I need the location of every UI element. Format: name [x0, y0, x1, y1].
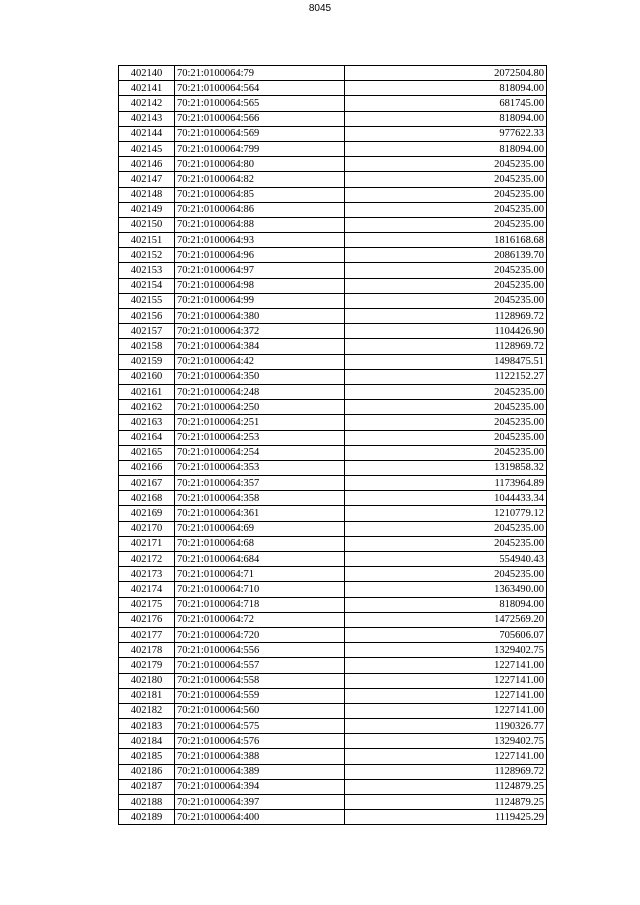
- table-row: [119, 445, 547, 460]
- row-number-cell: 402188: [119, 795, 175, 810]
- row-number-cell: 402171: [119, 536, 175, 551]
- cadastral-value-cell: 2045235.00: [345, 536, 547, 551]
- row-number-cell: 402141: [119, 81, 175, 96]
- cadastral-value-cell: 1329402.75: [345, 734, 547, 749]
- cadastral-value-cell: 705606.07: [345, 627, 547, 642]
- table-row: [119, 597, 547, 612]
- cadastral-number-cell: 70:21:0100064:566: [175, 111, 345, 126]
- cadastral-value-cell: 2045235.00: [345, 293, 547, 308]
- row-number-cell: 402161: [119, 384, 175, 399]
- cadastral-value-cell: 1173964.89: [345, 476, 547, 491]
- cadastral-value-cell: 1124879.25: [345, 779, 547, 794]
- row-number-cell: 402180: [119, 673, 175, 688]
- row-number-cell: 402155: [119, 293, 175, 308]
- cadastral-value-cell: 2045235.00: [345, 521, 547, 536]
- cadastral-number-cell: 70:21:0100064:251: [175, 415, 345, 430]
- cadastral-number-cell: 70:21:0100064:684: [175, 552, 345, 567]
- cadastral-value-cell: 2045235.00: [345, 278, 547, 293]
- table-row: [119, 263, 547, 278]
- cadastral-value-cell: 2045235.00: [345, 430, 547, 445]
- table-row: [119, 81, 547, 96]
- table-row: [119, 400, 547, 415]
- table-row: [119, 157, 547, 172]
- table-row: [119, 673, 547, 688]
- cadastral-value-cell: 1122152.27: [345, 369, 547, 384]
- cadastral-number-cell: 70:21:0100064:85: [175, 187, 345, 202]
- row-number-cell: 402175: [119, 597, 175, 612]
- cadastral-value-cell: 1227141.00: [345, 688, 547, 703]
- row-number-cell: 402166: [119, 460, 175, 475]
- cadastral-number-cell: 70:21:0100064:86: [175, 202, 345, 217]
- cadastral-value-cell: 2045235.00: [345, 172, 547, 187]
- table-row: [119, 278, 547, 293]
- table-row: [119, 233, 547, 248]
- row-number-cell: 402181: [119, 688, 175, 703]
- row-number-cell: 402165: [119, 445, 175, 460]
- cadastral-value-cell: 2045235.00: [345, 187, 547, 202]
- row-number-cell: 402142: [119, 96, 175, 111]
- cadastral-number-cell: 70:21:0100064:576: [175, 734, 345, 749]
- cadastral-value-table: [118, 65, 547, 825]
- cadastral-number-cell: 70:21:0100064:253: [175, 430, 345, 445]
- cadastral-number-cell: 70:21:0100064:569: [175, 126, 345, 141]
- cadastral-number-cell: 70:21:0100064:72: [175, 612, 345, 627]
- row-number-cell: 402167: [119, 476, 175, 491]
- cadastral-value-cell: 1128969.72: [345, 764, 547, 779]
- cadastral-number-cell: 70:21:0100064:98: [175, 278, 345, 293]
- row-number-cell: 402183: [119, 719, 175, 734]
- table-row: [119, 187, 547, 202]
- cadastral-number-cell: 70:21:0100064:372: [175, 324, 345, 339]
- row-number-cell: 402148: [119, 187, 175, 202]
- table-row: [119, 506, 547, 521]
- row-number-cell: 402157: [119, 324, 175, 339]
- cadastral-value-cell: 1816168.68: [345, 233, 547, 248]
- row-number-cell: 402187: [119, 779, 175, 794]
- cadastral-number-cell: 70:21:0100064:560: [175, 703, 345, 718]
- cadastral-number-cell: 70:21:0100064:380: [175, 309, 345, 324]
- cadastral-value-cell: 2086139.70: [345, 248, 547, 263]
- table-row: [119, 339, 547, 354]
- table-row: [119, 309, 547, 324]
- row-number-cell: 402151: [119, 233, 175, 248]
- cadastral-value-cell: 1227141.00: [345, 749, 547, 764]
- row-number-cell: 402178: [119, 643, 175, 658]
- table-row: [119, 749, 547, 764]
- cadastral-number-cell: 70:21:0100064:400: [175, 810, 345, 825]
- cadastral-number-cell: 70:21:0100064:250: [175, 400, 345, 415]
- row-number-cell: 402140: [119, 66, 175, 81]
- row-number-cell: 402160: [119, 369, 175, 384]
- table-row: [119, 627, 547, 642]
- table-row: [119, 202, 547, 217]
- cadastral-value-cell: 1319858.32: [345, 460, 547, 475]
- cadastral-number-cell: 70:21:0100064:80: [175, 157, 345, 172]
- cadastral-number-cell: 70:21:0100064:388: [175, 749, 345, 764]
- cadastral-value-cell: 2045235.00: [345, 567, 547, 582]
- table-row: [119, 384, 547, 399]
- cadastral-value-cell: 1104426.90: [345, 324, 547, 339]
- cadastral-number-cell: 70:21:0100064:718: [175, 597, 345, 612]
- row-number-cell: 402163: [119, 415, 175, 430]
- table-row: [119, 703, 547, 718]
- cadastral-value-cell: 818094.00: [345, 81, 547, 96]
- cadastral-value-cell: 1329402.75: [345, 643, 547, 658]
- cadastral-number-cell: 70:21:0100064:88: [175, 217, 345, 232]
- cadastral-number-cell: 70:21:0100064:96: [175, 248, 345, 263]
- row-number-cell: 402143: [119, 111, 175, 126]
- table-row: [119, 141, 547, 156]
- row-number-cell: 402152: [119, 248, 175, 263]
- cadastral-number-cell: 70:21:0100064:97: [175, 263, 345, 278]
- cadastral-value-cell: 2045235.00: [345, 400, 547, 415]
- row-number-cell: 402189: [119, 810, 175, 825]
- cadastral-number-cell: 70:21:0100064:575: [175, 719, 345, 734]
- page-number: 8045: [308, 3, 332, 14]
- cadastral-value-cell: 818094.00: [345, 597, 547, 612]
- table-row: [119, 688, 547, 703]
- cadastral-value-cell: 1128969.72: [345, 339, 547, 354]
- row-number-cell: 402150: [119, 217, 175, 232]
- row-number-cell: 402153: [119, 263, 175, 278]
- table-row: [119, 658, 547, 673]
- cadastral-number-cell: 70:21:0100064:564: [175, 81, 345, 96]
- cadastral-number-cell: 70:21:0100064:69: [175, 521, 345, 536]
- table-row: [119, 126, 547, 141]
- cadastral-value-cell: 2045235.00: [345, 445, 547, 460]
- table-row: [119, 764, 547, 779]
- cadastral-value-cell: 1210779.12: [345, 506, 547, 521]
- row-number-cell: 402179: [119, 658, 175, 673]
- table-row: [119, 430, 547, 445]
- cadastral-value-cell: 2045235.00: [345, 202, 547, 217]
- table-row: [119, 521, 547, 536]
- row-number-cell: 402174: [119, 582, 175, 597]
- table-row: [119, 491, 547, 506]
- table-row: [119, 810, 547, 825]
- cadastral-number-cell: 70:21:0100064:556: [175, 643, 345, 658]
- cadastral-value-cell: 1227141.00: [345, 703, 547, 718]
- cadastral-value-cell: 681745.00: [345, 96, 547, 111]
- cadastral-number-cell: 70:21:0100064:93: [175, 233, 345, 248]
- table-row: [119, 354, 547, 369]
- row-number-cell: 402170: [119, 521, 175, 536]
- table-row: [119, 734, 547, 749]
- table-row: [119, 795, 547, 810]
- table-row: [119, 96, 547, 111]
- row-number-cell: 402168: [119, 491, 175, 506]
- table-row: [119, 217, 547, 232]
- row-number-cell: 402145: [119, 141, 175, 156]
- cadastral-value-cell: 1363490.00: [345, 582, 547, 597]
- cadastral-value-cell: 2045235.00: [345, 217, 547, 232]
- cadastral-value-cell: 1119425.29: [345, 810, 547, 825]
- cadastral-value-cell: 818094.00: [345, 111, 547, 126]
- cadastral-value-cell: 1128969.72: [345, 309, 547, 324]
- cadastral-value-cell: 977622.33: [345, 126, 547, 141]
- cadastral-number-cell: 70:21:0100064:394: [175, 779, 345, 794]
- row-number-cell: 402147: [119, 172, 175, 187]
- cadastral-value-cell: 2045235.00: [345, 415, 547, 430]
- cadastral-number-cell: 70:21:0100064:248: [175, 384, 345, 399]
- table-row: [119, 66, 547, 81]
- cadastral-number-cell: 70:21:0100064:42: [175, 354, 345, 369]
- row-number-cell: 402164: [119, 430, 175, 445]
- row-number-cell: 402159: [119, 354, 175, 369]
- table-row: [119, 248, 547, 263]
- table-row: [119, 536, 547, 551]
- row-number-cell: 402173: [119, 567, 175, 582]
- cadastral-number-cell: 70:21:0100064:358: [175, 491, 345, 506]
- row-number-cell: 402158: [119, 339, 175, 354]
- table-row: [119, 719, 547, 734]
- cadastral-number-cell: 70:21:0100064:254: [175, 445, 345, 460]
- row-number-cell: 402186: [119, 764, 175, 779]
- cadastral-number-cell: 70:21:0100064:99: [175, 293, 345, 308]
- row-number-cell: 402176: [119, 612, 175, 627]
- cadastral-value-cell: 2072504.80: [345, 66, 547, 81]
- cadastral-number-cell: 70:21:0100064:720: [175, 627, 345, 642]
- row-number-cell: 402162: [119, 400, 175, 415]
- cadastral-value-cell: 1227141.00: [345, 658, 547, 673]
- row-number-cell: 402182: [119, 703, 175, 718]
- table-row: [119, 415, 547, 430]
- table-body: [119, 66, 547, 825]
- cadastral-value-cell: 2045235.00: [345, 157, 547, 172]
- cadastral-value-cell: 2045235.00: [345, 263, 547, 278]
- table-row: [119, 172, 547, 187]
- cadastral-value-cell: 1498475.51: [345, 354, 547, 369]
- row-number-cell: 402144: [119, 126, 175, 141]
- cadastral-value-cell: 1472569.20: [345, 612, 547, 627]
- cadastral-number-cell: 70:21:0100064:558: [175, 673, 345, 688]
- cadastral-value-cell: 1190326.77: [345, 719, 547, 734]
- table-row: [119, 779, 547, 794]
- cadastral-number-cell: 70:21:0100064:389: [175, 764, 345, 779]
- row-number-cell: 402185: [119, 749, 175, 764]
- table-row: [119, 111, 547, 126]
- table-row: [119, 476, 547, 491]
- cadastral-number-cell: 70:21:0100064:565: [175, 96, 345, 111]
- table-row: [119, 369, 547, 384]
- cadastral-number-cell: 70:21:0100064:357: [175, 476, 345, 491]
- row-number-cell: 402156: [119, 309, 175, 324]
- cadastral-value-cell: 2045235.00: [345, 384, 547, 399]
- table-row: [119, 612, 547, 627]
- cadastral-value-cell: 1044433.34: [345, 491, 547, 506]
- table-row: [119, 552, 547, 567]
- row-number-cell: 402177: [119, 627, 175, 642]
- cadastral-number-cell: 70:21:0100064:559: [175, 688, 345, 703]
- row-number-cell: 402146: [119, 157, 175, 172]
- table-row: [119, 567, 547, 582]
- cadastral-number-cell: 70:21:0100064:350: [175, 369, 345, 384]
- row-number-cell: 402169: [119, 506, 175, 521]
- table-row: [119, 293, 547, 308]
- cadastral-value-cell: 818094.00: [345, 141, 547, 156]
- table-row: [119, 643, 547, 658]
- cadastral-number-cell: 70:21:0100064:397: [175, 795, 345, 810]
- cadastral-number-cell: 70:21:0100064:71: [175, 567, 345, 582]
- row-number-cell: 402172: [119, 552, 175, 567]
- cadastral-number-cell: 70:21:0100064:710: [175, 582, 345, 597]
- table-row: [119, 324, 547, 339]
- cadastral-value-cell: 1227141.00: [345, 673, 547, 688]
- row-number-cell: 402149: [119, 202, 175, 217]
- table-row: [119, 460, 547, 475]
- row-number-cell: 402184: [119, 734, 175, 749]
- table-row: [119, 582, 547, 597]
- cadastral-number-cell: 70:21:0100064:557: [175, 658, 345, 673]
- row-number-cell: 402154: [119, 278, 175, 293]
- cadastral-number-cell: 70:21:0100064:79: [175, 66, 345, 81]
- cadastral-value-cell: 554940.43: [345, 552, 547, 567]
- cadastral-number-cell: 70:21:0100064:361: [175, 506, 345, 521]
- cadastral-number-cell: 70:21:0100064:68: [175, 536, 345, 551]
- cadastral-value-cell: 1124879.25: [345, 795, 547, 810]
- cadastral-number-cell: 70:21:0100064:353: [175, 460, 345, 475]
- cadastral-number-cell: 70:21:0100064:799: [175, 141, 345, 156]
- cadastral-number-cell: 70:21:0100064:384: [175, 339, 345, 354]
- cadastral-number-cell: 70:21:0100064:82: [175, 172, 345, 187]
